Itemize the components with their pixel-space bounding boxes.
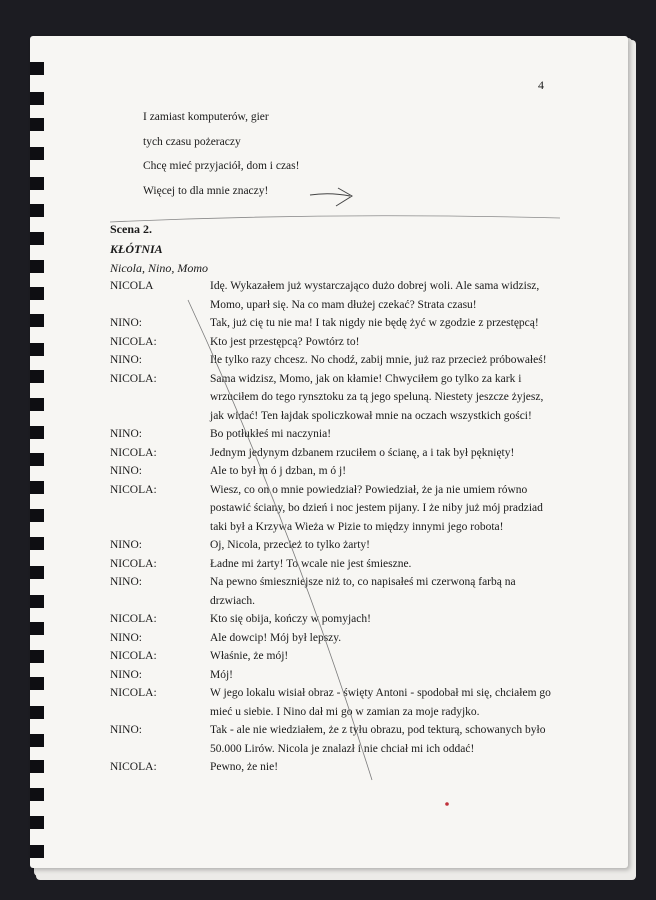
poem-line: tych czasu pożeraczy — [143, 135, 241, 148]
speaker-name: NICOLA: — [110, 335, 157, 348]
speech-line: Pewno, że nie! — [210, 761, 279, 773]
speaker-name: NICOLA: — [110, 650, 157, 662]
speech-line: postawić ściany, bo dzień i noc jestem pijany. I że niby już mój pradziad — [210, 502, 543, 514]
speaker-name: NICOLA: — [110, 687, 157, 699]
speaker-name: NINO: — [110, 724, 142, 736]
speaker-name: NICOLA: — [110, 483, 157, 496]
speech-line: Tak, już cię tu nie ma! I tak nigdy nie będę żyć w zgodzie z przestępcą! — [210, 317, 539, 329]
pencil-strike — [188, 300, 372, 780]
speech-line: Ale to był m ó j dzban, m ó j! — [210, 465, 347, 477]
speaker-name: NICOLA: — [110, 372, 157, 385]
speech-line: Momo, uparł się. Na co mam dłużej czekać? Strata czasu! — [210, 298, 477, 311]
red-dot — [445, 802, 449, 806]
speech-line: wrzuciłem do tego rynsztoku za tą jego speluną. Niestety jeszcze żyjesz, — [210, 391, 544, 403]
speaker-name: NICOLA: — [110, 446, 157, 459]
speech-line: Ale dowcip! Mój był lepszy. — [210, 631, 342, 644]
speaker-name: NINO: — [110, 631, 142, 644]
page-number: 4 — [538, 78, 544, 92]
speaker-name: NICOLA: — [110, 761, 157, 773]
poem-line: Chcę mieć przyjaciół, dom i czas! — [143, 160, 300, 172]
speaker-name: NINO: — [110, 576, 142, 588]
speech-line: Na pewno śmieszniejsze niż to, co napisałeś mi czerwoną farbą na — [210, 576, 516, 588]
speech-line: taki był a Krzywa Wieża w Pizie to między innymi jego robota! — [210, 520, 504, 533]
speaker-name: NINO: — [110, 539, 142, 551]
speech-line: Bo potłukłeś mi naczynia! — [210, 428, 332, 440]
speech-line: Wiesz, co on o mnie powiedział? Powiedział, że ja nie umiem równo — [210, 483, 528, 496]
poem-line: Więcej to dla mnie znaczy! — [143, 184, 269, 197]
speech-line: Ładne mi żarty! To wcale nie jest śmieszne. — [210, 557, 412, 570]
speaker-name: NINO: — [110, 317, 142, 329]
speech-line: Kto się obija, kończy w pomyjach! — [210, 613, 371, 625]
scene-cast: Nicola, Nino, Momo — [110, 261, 208, 275]
speech-line: Tak - ale nie wiedziałem, że z tyłu obrazu, pod tekturą, schowanych było — [210, 724, 546, 736]
speaker-name: NINO: — [110, 354, 142, 366]
speech-line: 50.000 Lirów. Nicola je znalazł i nie chciał mi ich oddać! — [210, 742, 475, 755]
speaker-name: NICOLA — [110, 280, 154, 292]
speech-line: Jednym jedynym dzbanem rzuciłem o ścianę, a i tak był pęknięty! — [210, 446, 515, 459]
speech-line: Oj, Nicola, przecież to tylko żarty! — [210, 539, 370, 551]
speech-line: jak widać! Ten łajdak spoliczkował mnie na oczach wszystkich gości! — [210, 409, 532, 422]
speaker-name: NINO: — [110, 668, 142, 681]
speech-line: Idę. Wykazałem już wystarczająco dużo dobrej woli. Ale sama widzisz, — [210, 280, 540, 292]
speaker-name: NICOLA: — [110, 613, 157, 625]
pencil-underline — [110, 216, 560, 222]
speech-line: Kto jest przestępcą? Powtórz to! — [210, 335, 360, 348]
speech-line: Sama widzisz, Momo, jak on kłamie! Chwyciłem go tylko za kark i — [210, 372, 522, 385]
speaker-name: NINO: — [110, 465, 142, 477]
scene-title: KŁÓTNIA — [110, 242, 163, 256]
arrow-icon — [310, 188, 352, 206]
poem-line: I zamiast komputerów, gier — [143, 111, 269, 123]
speech-line: mieć u siebie. I Nino dał mi go w zamian za moje radyjko. — [210, 705, 480, 718]
speech-line: Właśnie, że mój! — [210, 650, 289, 662]
speech-line: drzwiach. — [210, 594, 256, 607]
speech-line: Mój! — [210, 668, 233, 681]
speaker-name: NINO: — [110, 428, 142, 440]
speech-line: W jego lokalu wisiał obraz - święty Antoni - spodobał mi się, chciałem go — [210, 687, 551, 699]
speech-line: Ile tylko razy chcesz. No chodź, zabij mnie, już raz przecież próbowałeś! — [210, 354, 547, 366]
scene-heading: Scena 2. — [110, 222, 152, 236]
speaker-name: NICOLA: — [110, 557, 157, 570]
